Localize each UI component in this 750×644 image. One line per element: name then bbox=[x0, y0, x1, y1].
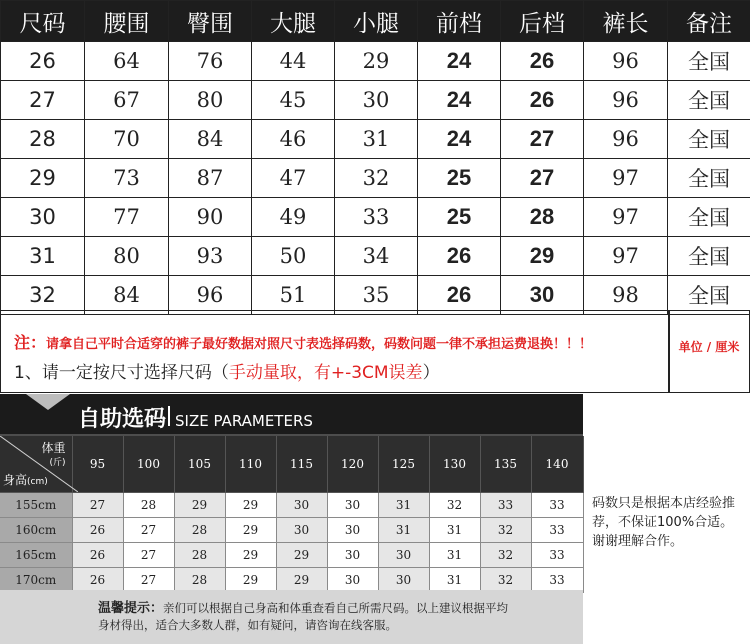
size-table-header-cell: 后档 bbox=[501, 1, 584, 42]
size-cell: 28 bbox=[174, 568, 225, 593]
size-table-cell: 26 bbox=[501, 42, 584, 81]
size-table-cell: 49 bbox=[252, 198, 335, 237]
table-row bbox=[1, 198, 750, 237]
size-cell: 30 bbox=[378, 543, 429, 568]
height-unit: (cm) bbox=[27, 477, 48, 487]
size-cell: 33 bbox=[531, 543, 583, 568]
table-row bbox=[0, 543, 583, 568]
size-table-cell: 24 bbox=[418, 120, 501, 159]
size-table-cell: 30 bbox=[335, 81, 418, 120]
size-table-cell: 98 bbox=[584, 276, 668, 315]
size-cell: 31 bbox=[378, 493, 429, 518]
size-table-cell: 全国 bbox=[668, 120, 750, 159]
size-cell: 29 bbox=[276, 568, 327, 593]
size-table-cell: 70 bbox=[85, 120, 169, 159]
size-table-cell: 93 bbox=[169, 237, 252, 276]
size-table-cell: 33 bbox=[335, 198, 418, 237]
table-row bbox=[0, 518, 583, 543]
size-cell: 31 bbox=[429, 543, 480, 568]
size-cell: 30 bbox=[327, 518, 378, 543]
size-table-cell: 50 bbox=[252, 237, 335, 276]
size-cell: 30 bbox=[378, 568, 429, 593]
size-cell: 32 bbox=[429, 493, 480, 518]
size-cell: 33 bbox=[531, 518, 583, 543]
size-table-cell: 96 bbox=[584, 81, 668, 120]
size-table-cell: 76 bbox=[169, 42, 252, 81]
size-cell: 32 bbox=[480, 568, 531, 593]
size-cell: 27 bbox=[123, 518, 174, 543]
weight-header-cell: 125 bbox=[378, 436, 429, 493]
size-table-cell: 87 bbox=[169, 159, 252, 198]
size-table-cell: 32 bbox=[335, 159, 418, 198]
size-table-cell: 84 bbox=[85, 276, 169, 315]
size-table-cell: 90 bbox=[169, 198, 252, 237]
table-row bbox=[0, 493, 583, 518]
size-table-cell: 35 bbox=[335, 276, 418, 315]
size-cell: 28 bbox=[174, 518, 225, 543]
size-table-cell: 27 bbox=[501, 159, 584, 198]
size-cell: 29 bbox=[225, 543, 276, 568]
size-cell: 27 bbox=[72, 493, 123, 518]
height-cell: 170cm bbox=[0, 568, 72, 593]
chevron-down-icon bbox=[26, 394, 70, 410]
size-table-cell: 27 bbox=[1, 81, 85, 120]
size-table-cell: 29 bbox=[335, 42, 418, 81]
size-cell: 29 bbox=[225, 518, 276, 543]
weight-header-cell: 135 bbox=[480, 436, 531, 493]
size-table-cell: 全国 bbox=[668, 276, 750, 315]
corner-cell bbox=[0, 436, 72, 493]
weight-header-cell: 130 bbox=[429, 436, 480, 493]
size-cell: 31 bbox=[429, 518, 480, 543]
size-table-cell: 77 bbox=[85, 198, 169, 237]
size-table-cell: 80 bbox=[85, 237, 169, 276]
size-table-cell: 25 bbox=[418, 159, 501, 198]
size-table bbox=[0, 0, 750, 315]
table-row bbox=[1, 276, 750, 315]
weight-label bbox=[41, 442, 65, 470]
weight-header-cell: 95 bbox=[72, 436, 123, 493]
size-table-body bbox=[1, 42, 750, 315]
size-cell: 33 bbox=[531, 493, 583, 518]
table-row bbox=[1, 81, 750, 120]
weight-header-cell: 140 bbox=[531, 436, 583, 493]
tip-text-1: 亲们可以根据自己身高和体重查看自己所需尺码。以上建议根据平均 bbox=[163, 601, 509, 615]
size-table-cell: 31 bbox=[1, 237, 85, 276]
size-table-cell: 96 bbox=[584, 120, 668, 159]
instruction-suffix: ） bbox=[422, 363, 440, 383]
size-cell: 26 bbox=[72, 568, 123, 593]
unit-label: 单位 / 厘米 bbox=[678, 340, 740, 354]
size-cell: 31 bbox=[378, 518, 429, 543]
instruction-prefix: 1、请一定按尺寸选择尺码（ bbox=[14, 363, 229, 383]
size-cell: 29 bbox=[174, 493, 225, 518]
size-table-cell: 34 bbox=[335, 237, 418, 276]
tip-line-2: 身材得出，适合大多数人群，如有疑问，请咨询在线客服。 bbox=[98, 618, 397, 632]
size-table-cell: 67 bbox=[85, 81, 169, 120]
size-table-header-cell: 小腿 bbox=[335, 1, 418, 42]
size-table-cell: 24 bbox=[418, 81, 501, 120]
table-row bbox=[1, 237, 750, 276]
size-table-cell: 29 bbox=[501, 237, 584, 276]
size-cell: 33 bbox=[480, 493, 531, 518]
size-cell: 27 bbox=[123, 568, 174, 593]
size-table-cell: 97 bbox=[584, 159, 668, 198]
size-table-cell: 30 bbox=[501, 276, 584, 315]
size-cell: 29 bbox=[225, 568, 276, 593]
table-row bbox=[1, 120, 750, 159]
size-table-cell: 30 bbox=[1, 198, 85, 237]
size-table-cell: 26 bbox=[418, 237, 501, 276]
note-lead: 注： bbox=[14, 333, 47, 352]
size-table-header-cell: 腰围 bbox=[85, 1, 169, 42]
weight-header-row bbox=[0, 436, 583, 493]
panel-title-cn: 自助选码 bbox=[78, 407, 167, 432]
size-cell: 29 bbox=[225, 493, 276, 518]
size-table-cell: 27 bbox=[501, 120, 584, 159]
weight-unit: (斤) bbox=[49, 458, 66, 468]
size-table-cell: 64 bbox=[85, 42, 169, 81]
weight-header-cell: 105 bbox=[174, 436, 225, 493]
size-table-cell: 46 bbox=[252, 120, 335, 159]
size-table-cell: 29 bbox=[1, 159, 85, 198]
size-table-cell: 44 bbox=[252, 42, 335, 81]
table-row bbox=[0, 568, 583, 593]
size-recommendation-table bbox=[0, 436, 584, 593]
panel-title-en: SIZE PARAMETERS bbox=[175, 412, 313, 430]
tip-line-1 bbox=[98, 597, 508, 616]
size-table-cell: 全国 bbox=[668, 159, 750, 198]
size-cell: 32 bbox=[480, 543, 531, 568]
size-table-cell: 73 bbox=[85, 159, 169, 198]
size-table-cell: 31 bbox=[335, 120, 418, 159]
size-table-cell: 25 bbox=[418, 198, 501, 237]
title-separator bbox=[168, 406, 170, 426]
size-table-cell: 26 bbox=[1, 42, 85, 81]
size-table-cell: 全国 bbox=[668, 81, 750, 120]
size-cell: 29 bbox=[276, 543, 327, 568]
size-table-header-cell: 备注 bbox=[668, 1, 750, 42]
size-table-cell: 84 bbox=[169, 120, 252, 159]
size-cell: 30 bbox=[327, 543, 378, 568]
table-row bbox=[1, 159, 750, 198]
height-cell: 160cm bbox=[0, 518, 72, 543]
height-label bbox=[3, 471, 48, 488]
size-table-header-cell: 大腿 bbox=[252, 1, 335, 42]
size-cell: 30 bbox=[327, 493, 378, 518]
size-table-cell: 24 bbox=[418, 42, 501, 81]
size-cell: 30 bbox=[327, 568, 378, 593]
size-table-cell: 26 bbox=[501, 81, 584, 120]
weight-label-text: 体重 bbox=[41, 441, 66, 455]
size-table-cell: 96 bbox=[169, 276, 252, 315]
size-table-cell: 47 bbox=[252, 159, 335, 198]
size-table-cell: 28 bbox=[501, 198, 584, 237]
size-table-cell: 97 bbox=[584, 198, 668, 237]
note-text: 请拿自己平时合适穿的裤子最好数据对照尺寸表选择码数，码数问题一律不承担运费退换！！！ bbox=[46, 337, 593, 352]
size-cell: 28 bbox=[123, 493, 174, 518]
weight-header-cell: 120 bbox=[327, 436, 378, 493]
size-table-cell: 32 bbox=[1, 276, 85, 315]
size-table-header-cell: 裤长 bbox=[584, 1, 668, 42]
tip-lead: 温馨提示： bbox=[98, 601, 164, 616]
height-cell: 165cm bbox=[0, 543, 72, 568]
size-table-cell: 51 bbox=[252, 276, 335, 315]
size-table-cell: 全国 bbox=[668, 237, 750, 276]
size-table-cell: 97 bbox=[584, 237, 668, 276]
size-cell: 28 bbox=[174, 543, 225, 568]
size-table-cell: 26 bbox=[418, 276, 501, 315]
size-table-header-cell: 前档 bbox=[418, 1, 501, 42]
size-cell: 27 bbox=[123, 543, 174, 568]
size-table-header-row bbox=[1, 1, 750, 42]
size-cell: 30 bbox=[276, 493, 327, 518]
table-row bbox=[1, 42, 750, 81]
size-cell: 31 bbox=[429, 568, 480, 593]
weight-header-cell: 100 bbox=[123, 436, 174, 493]
size-table-cell: 96 bbox=[584, 42, 668, 81]
size-cell: 33 bbox=[531, 568, 583, 593]
size-cell: 30 bbox=[276, 518, 327, 543]
weight-header-cell: 110 bbox=[225, 436, 276, 493]
shipping-note bbox=[14, 330, 592, 353]
size-table-cell: 45 bbox=[252, 81, 335, 120]
size-cell: 26 bbox=[72, 518, 123, 543]
size-cell: 32 bbox=[480, 518, 531, 543]
height-label-text: 身高 bbox=[3, 473, 28, 487]
size-table-header-cell: 臀围 bbox=[169, 1, 252, 42]
size-table-header-cell: 尺码 bbox=[1, 1, 85, 42]
size-table-cell: 全国 bbox=[668, 42, 750, 81]
size-table-cell: 28 bbox=[1, 120, 85, 159]
instruction-highlight: 手动量取，有+-3CM误差 bbox=[228, 363, 423, 383]
side-note: 码数只是根据本店经验推荐，不保证100%合适。谢谢理解合作。 bbox=[592, 496, 736, 549]
size-table-cell: 80 bbox=[169, 81, 252, 120]
weight-header-cell: 115 bbox=[276, 436, 327, 493]
height-cell: 155cm bbox=[0, 493, 72, 518]
size-table-cell: 全国 bbox=[668, 198, 750, 237]
measure-instruction bbox=[14, 358, 440, 383]
size-cell: 26 bbox=[72, 543, 123, 568]
